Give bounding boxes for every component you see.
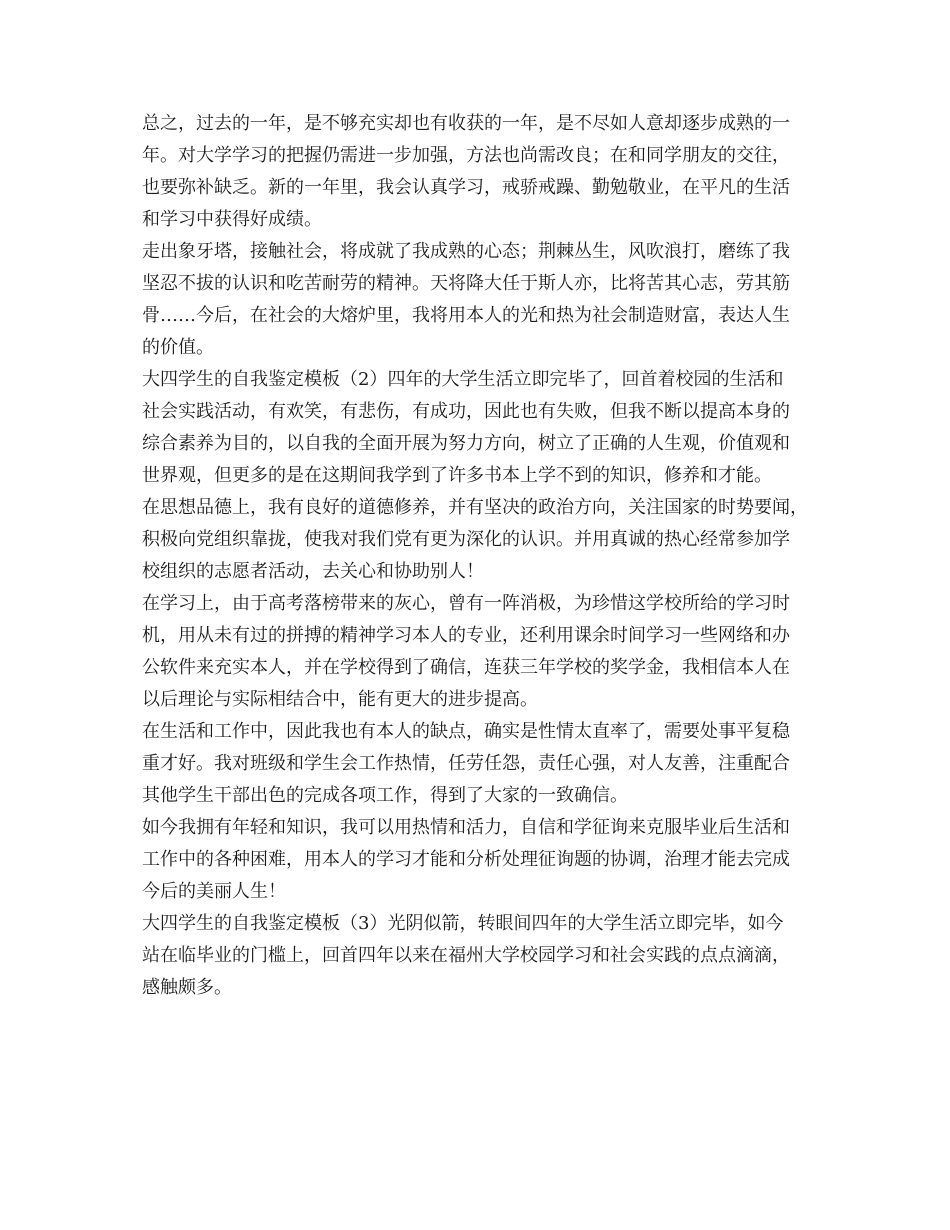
paragraph-7 bbox=[142, 812, 842, 908]
paragraph-2 bbox=[142, 236, 842, 364]
text-line: 工作中的各种困难，用本人的学习才能和分析处理征询题的协调，治理才能去完成 bbox=[142, 849, 790, 870]
paragraph-5 bbox=[142, 588, 842, 716]
text-line: 今后的美丽人生！ bbox=[142, 881, 286, 902]
text-line: 重才好。我对班级和学生会工作热情，任劳任怨，责任心强，对人友善，注重配合 bbox=[142, 753, 790, 774]
text-line: 在思想品德上，我有良好的道德修养，并有坚决的政治方向，关注国家的时势要闻， bbox=[142, 497, 808, 518]
paragraph-3 bbox=[142, 364, 842, 492]
text-line: 其他学生干部出色的完成各项工作，得到了大家的一致确信。 bbox=[142, 785, 628, 806]
text-line: 和学习中获得好成绩。 bbox=[142, 209, 322, 230]
text-line: 也要弥补缺乏。新的一年里，我会认真学习，戒骄戒躁、勤勉敬业，在平凡的生活 bbox=[142, 177, 790, 198]
text-line: 校组织的志愿者活动，去关心和协助别人！ bbox=[142, 561, 484, 582]
text-line: 积极向党组织靠拢，使我对我们党有更为深化的认识。并用真诚的热心经常参加学 bbox=[142, 529, 790, 550]
text-line: 感触颇多。 bbox=[142, 977, 232, 998]
paragraph-4 bbox=[142, 492, 842, 588]
text-line: 的价值。 bbox=[142, 337, 214, 358]
text-line: 站在临毕业的门槛上，回首四年以来在福州大学校园学习和社会实践的点点滴滴， bbox=[142, 945, 790, 966]
paragraph-1 bbox=[142, 108, 842, 236]
text-line: 总之，过去的一年，是不够充实却也有收获的一年，是不尽如人意却逐步成熟的一 bbox=[142, 113, 790, 134]
text-line: 机，用从未有过的拼搏的精神学习本人的专业，还利用课余时间学习一些网络和办 bbox=[142, 625, 790, 646]
paragraph-6 bbox=[142, 716, 842, 812]
document-page bbox=[142, 108, 842, 1004]
text-line: 在生活和工作中，因此我也有本人的缺点，确实是性情太直率了，需要处事平复稳 bbox=[142, 721, 790, 742]
text-line: 在学习上，由于高考落榜带来的灰心，曾有一阵消极，为珍惜这学校所给的学习时 bbox=[142, 593, 790, 614]
text-line: 世界观，但更多的是在这期间我学到了许多书本上学不到的知识，修养和才能。 bbox=[142, 465, 772, 486]
text-line: 如今我拥有年轻和知识，我可以用热情和活力，自信和学征询来克服毕业后生活和 bbox=[142, 817, 790, 838]
text-line: 骨……今后，在社会的大熔炉里，我将用本人的光和热为社会制造财富，表达人生 bbox=[142, 305, 790, 326]
text-line: 公软件来充实本人，并在学校得到了确信，连获三年学校的奖学金，我相信本人在 bbox=[142, 657, 790, 678]
text-line: 年。对大学学习的把握仍需进一步加强，方法也尚需改良；在和同学朋友的交往， bbox=[142, 145, 790, 166]
paragraph-8 bbox=[142, 908, 842, 1004]
text-line: 大四学生的自我鉴定模板（2）四年的大学生活立即完毕了，回首着校园的生活和 bbox=[142, 369, 784, 390]
text-line: 走出象牙塔，接触社会，将成就了我成熟的心态；荆棘丛生，风吹浪打，磨练了我 bbox=[142, 241, 790, 262]
text-line: 综合素养为目的，以自我的全面开展为努力方向，树立了正确的人生观，价值观和 bbox=[142, 433, 790, 454]
text-line: 大四学生的自我鉴定模板（3）光阴似箭，转眼间四年的大学生活立即完毕，如今 bbox=[142, 913, 784, 934]
text-line: 社会实践活动，有欢笑，有悲伤，有成功，因此也有失败，但我不断以提高本身的 bbox=[142, 401, 790, 422]
text-line: 坚忍不拔的认识和吃苦耐劳的精神。天将降大任于斯人亦，比将苦其心志，劳其筋 bbox=[142, 273, 790, 294]
text-line: 以后理论与实际相结合中，能有更大的进步提高。 bbox=[142, 689, 538, 710]
